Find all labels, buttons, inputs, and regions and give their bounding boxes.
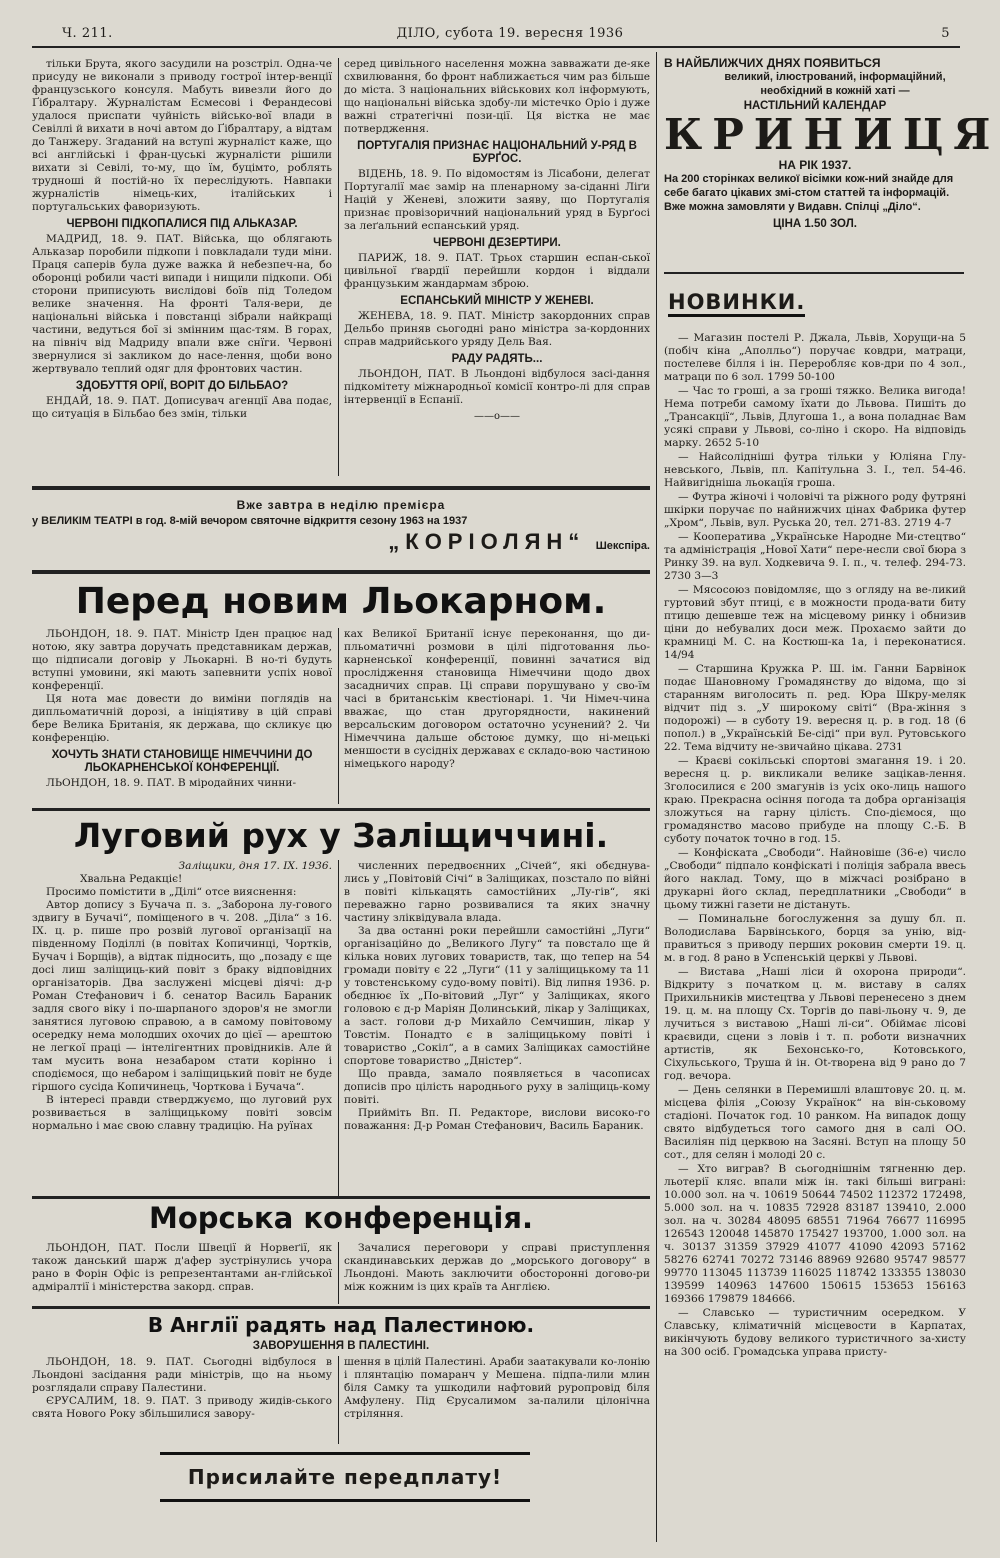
locarno-headline: Перед новим Льокарном.: [75, 581, 607, 622]
paragraph: ЛЬОНДОН, 18. 9. ПАТ. В міродайних чинни-: [46, 777, 297, 789]
ad-body: На 200 сторінках великої вісімки кож-ний знайде для себе багато цікавих змі-стом статтей та інформацій.: [664, 173, 954, 199]
luhovyi-right: [344, 860, 650, 1196]
paragraph: Ця нота має довести до виміни поглядів на дипльоматичній дорозі, а ініціятиву в цій справі бере Велика Британія, як держава, що скликує цю конференцію.: [32, 693, 332, 744]
ad-title: КРИНИЦЯ: [664, 110, 1000, 159]
news-item: — Старшина Кружка Р. Ш. ім. Ганни Барвінок подає Шановному Громадянству до відома, що зі старанням виголосить п. ред. Юра Шкру-меляк відчит під з. „У широкому світі“ (Вра-жіння з подорожі) — в суботу 19. вересня ц. р. в год. 18 (6 попол.) в „Українській Бе-сіді“ при вул. Рутовського 22. Тема відчиту не-звичайно цікава. 2731: [664, 663, 966, 753]
paragraph: ЕНДАЙ, 18. 9. ПАТ. Дописувач агенції Ава подає, що ситуація в Більбао без змін, тільки: [32, 395, 332, 420]
right-column-divider: [656, 52, 657, 1542]
paragraph: ВІДЕНЬ, 18. 9. По відомостям із Лісабони, делегат Португалії має замір на пленарному за-сіданні Ліґи Націй у Женеві, зложити заяву, що Португалія признає провізоричний національний уряд в Бурґосі за леґальний еспанський уряд.: [344, 168, 650, 232]
news-item: — Хто виграв? В сьогоднішнім тягненню дер. льотерії кляс. впали між ін. такі більші виграні: 10.000 зол. на ч. 10619 50644 74502 112372 172498, 5.000 зол. на ч. 10835 72928 83187 139410, 2.000 зол. на ч. 30284 48095 68551 71964 76677 116995 126543 120048 145870 175427 193700, 1.000 зол. на ч. 30137 31359 37929 41077 41090 42093 57162 58276 62741 70272 73146 88969 92680 95747 98577 99770 113045 113739 116025 118742 133355 138030 139599 140963 147600 150615 153653 156163 169366 179879 184666.: [664, 1163, 966, 1305]
ad-price: ЦІНА 1.50 ЗОЛ.: [773, 218, 857, 230]
luhovyi-headline: Луговий рух у Заліщиччині.: [73, 816, 609, 855]
news-item: — Футра жіночі і чоловічі та ріжного роду футряні шкірки поручає по найнижчих цінах Фабрика футер „Хром“, Львів, вул. Руська 20, тел. 271-83. 2719 4-7: [664, 491, 966, 529]
subheading: ХОЧУТЬ ЗНАТИ СТАНОВИЩЕ НІМЕЧЧИНИ ДО ЛЬОКАРНЕНСЬКОЇ КОНФЕРЕНЦІЇ.: [51, 749, 313, 774]
locarno-right: [344, 628, 650, 804]
news-item: — Конфіската „Свободи“. Найновіше (36-е) число „Свободи“ підпало конфіскаті і поліція забрала ввесь його наклад. Тому, що в міжчасі розібрано в друкарні його склад, передплатники „Свободи“ в цьому тижні газети не дістануть.: [664, 847, 966, 911]
subheading: РАДУ РАДЯТЬ...: [451, 353, 543, 365]
news-item: — Час то гроші, а за гроші тяжко. Велика вигода! Нема потреби самому їхати до Львова. Пишіть до „Трансакції“, Львів, Длугоша 1., а вона поладнає Вам усякі справи у Львові, со-ліно і скоро. На відповідь марку. 2652 5-10: [664, 385, 966, 449]
separator: ——o——: [473, 411, 521, 422]
subheading: ПОРТУГАЛІЯ ПРИЗНАЄ НАЦІОНАЛЬНИЙ У-РЯД В БУРҐОС.: [357, 140, 637, 165]
news-item: — Поминальне богослуження за душу бл. п. Володислава Барвінського, борця за унію, від-правиться з приводу перших роковин смерти 19. ц. м. в год. 8 рано в Успенській церкві у Львові.: [664, 913, 966, 964]
paragraph: Автор допису з Бучача п. з. „Заборона лу-гового здвигу в Бучачі“, поміщеного в ч. 208. „Діла“ з 16. IX. ц. р. пише про розвій лугової організації на південному Поділлі (в повітах Копичинці, Чортків, Бучач і Борщів), а відтак підносить, що „позаду є ще досі лиш заліщиць-кий повіт з браку відповідних організаторів. Два заслужені місцеві діячі: д-р Роман Стефанович і б. сенатор Василь Бараник задля свого віку і по-шарпаного здоров'я не змогли занятися луговою справою, а в самому повітовому осередку нема молодших охочих до цієї — арештою не легкої праці — інтелігентних провідників. Але й там мусить вона незабаром стати корінно і сподіємося, що небаром і заліщицький повіт не буде гіршого сусіда Копичинець, Чорткова і Бучача“.: [32, 899, 332, 1093]
ad-line-2: великий, ілюстрований, інформаційний, необхідний в кожній хаті —: [724, 71, 946, 97]
morska-left-text: ЛЬОНДОН, ПАТ. Посли Швеції й Норвеґії, як також данський шарж д'афер зустрінулись учора рано в Форін Офіс із репрезентантами ан-глійської адміралтії і міністерства закорд. справ.: [32, 1242, 332, 1293]
theatre-author: Шекспіра.: [595, 540, 650, 552]
paragraph: серед цивільного населення можна завважати де-яке схвилювання, бо фронт наближається чим раз більше до міста. З національних військових кол інформують, що національні війська здобу-ли містечко Оріо і дуже важні стратегічні пози-ції. Ця вістка не має потвердження.: [344, 58, 650, 135]
subscription-text: Присилайте передплату!: [187, 1465, 503, 1489]
locarno-right-text: ках Великої Британії існує переконання, що ди-пльоматичні розмови в цілі підготовання льо-карненської конференції, повинні зачатися від прослідження становища Німеччини щодо двох засадничих справ. Ці справи порушувано у сво-їм часі в британськім квестіонарі. 1. Чи Німеч-чина вважає, що стан другорядности, накинений версальским договором остаточно усунений? 2. Чи Німеччина дальше обстоює думку, що ні-мецькі меншости в сусідніх державах є складо-вою частиною німецького народу?: [344, 628, 650, 770]
column-spain-news: [32, 58, 332, 474]
morska-right: [344, 1242, 650, 1304]
palestine-headline: В Англії радять над Палестиною.: [147, 1313, 535, 1337]
locarno-left: [32, 628, 332, 804]
morska-right-text: Зачалися переговори у справі приступлення скандинавських держав до „морського договору“ в Льондоні. Мають заключити обосторонні догово-ри між кожним із цих країв та Англією.: [344, 1242, 650, 1293]
subheading: ЧЕРВОНІ ПІДКОПАЛИСЯ ПІД АЛЬКАЗАР.: [66, 218, 298, 230]
novynky-column: [664, 332, 966, 1546]
theatre-rule-bottom: [32, 570, 650, 574]
luhovyi-divider: [338, 860, 339, 1196]
luhovyi-salutation: Хвальна Редакціє!: [80, 873, 183, 885]
news-item: — Краєві сокільські спортові змагання 19. і 20. вересня ц. р. викликали велике зацікав-лення. Зголосилися є 200 змагунів із усіх око-лиць нашого краю. Прекрасна осіння погода та добра організація зложуться на гарну цілість. Спо-діємося, що громадянство масово прибуде на площу С.-Б. В суботу початок точно в год. 15.: [664, 755, 966, 845]
palestine-subhead: ЗАВОРУШЕННЯ В ПАЛЕСТИНІ.: [252, 1340, 430, 1352]
header-rule: [32, 46, 960, 48]
paragraph: тільки Брута, якого засудили на розстріл. Одна-че присуду не виконали з приводу гострої інтер-венції французського консуля. Мабуть вивезли його до Ґібралтару. Журналістам Есмесові і Ферандесові удалося приспати чуйність військо-вої влади в Севіллі й вихати в ночі автом до Ґібралтару, а відтам до Танжеру. Згаданий на вступі журналіст каже, що всі англійські і фран-цуські журналісти рішили вихати зі Севілі, то-му, що їм, буцімто, роблять трудноші й постій-но їх переслідують. Навпаки журналістів німець-ких, італійських і португальських фаворизують.: [32, 58, 332, 213]
luhovyi-dateline: Заліщики, дня 17. IX. 1936.: [178, 860, 332, 872]
novynky-title: НОВИНКИ.: [668, 290, 805, 317]
ad-order: Вже можна замовляти у Видавн. Спілці „Діло“.: [664, 201, 921, 213]
news-item: — Славсько — туристичним осередком. У Славську, кліматичній місцевости в Карпатах, викінчують будову великого туристичного за-хисту на 300 осіб. Громадська управа присту-: [664, 1307, 966, 1358]
subheading: ЕСПАНСЬКИЙ МІНІСТР У ЖЕНЕВІ.: [400, 295, 594, 307]
subscription-banner: [160, 1452, 530, 1502]
paragraph: Що правда, замало появляється в часописах дописів про цілість народнього руху в заліщиць-кому повіті.: [344, 1068, 650, 1106]
paragraph: ЖЕНЕВА, 18. 9. ПАТ. Міністр закордонних справ Дельбо приняв сьогодні рано міністра за-кордонних справ мадрийського уряду Дель Вая.: [344, 310, 650, 348]
paragraph: ЛЬОНДОН, 18. 9. ПАТ. Сьогодні відбулося в Льондоні засідання ради міністрів, що на ньому розглядали справу Палестини.: [32, 1356, 332, 1394]
paragraph: ЛЬОНДОН, ПАТ. В Льондоні відбулося засі-дання підкомітету міжнародньої комісії контро-лі для справ інтервенції в Еспанії.: [344, 368, 650, 406]
issue-number: Ч. 211.: [62, 26, 113, 41]
paragraph: ЛЬОНДОН, 18. 9. ПАТ. Міністр Іден працює над нотою, яку завтра доручать представникам держав, що підписали договір у Льокарні. В но-ті будуть вступні умовини, які мають запевнити успіх нової конференції.: [32, 628, 332, 692]
ad-year: НА РІК 1937.: [778, 158, 852, 172]
luhovyi-left: [32, 860, 332, 1196]
column-divider: [338, 58, 339, 476]
news-item: — Найсолідніші футра тільки у Юліяна Глу-невського, Львів, пл. Капітульна 3. І., тел. 54-46. Найвигідніша льокацїя гроша.: [664, 451, 966, 489]
news-item: — Магазин постелі Р. Джала, Львів, Хорущи-на 5 (побіч кіна „Аполльо“) поручає ковдри, матраци, постелеве білля і ін. Переробляє ков-дри по 4 зол., матраци по 6 зол. 1799 50-100: [664, 332, 966, 383]
morska-headline: Морська конференція.: [148, 1201, 534, 1235]
locarno-divider: [338, 628, 339, 804]
news-item: — Кооператива „Українське Народне Ми-стецтво“ та адміністрація „Нової Хати“ пере-несли свої бюра з Ринку 39. на вул. Ходкевича 9. І. п., ч. телеф. 294-73. 2730 3—3: [664, 531, 966, 582]
paragraph: численних передвоєнних „Січей“, які обєднува-лись у „Повітовій Січі“ в Заліщиках, позстало по війні в повіті кількацять самостійних „Лу-гів“, які переважно гарно розвивалися та яких значну частину зліквідувала влада.: [344, 860, 650, 924]
news-item: — День селянки в Перемишлі влаштовує 20. ц. м. місцева філія „Союзу Українок“ на він-ськовому стадіоні. Початок год. 10 ранком. На випадок дощу свято відбудеться того самого дня в салі ОО. Василіян під церквою на Засяні. Вступ на площу 50 сот., для селян і молоді 20 с.: [664, 1084, 966, 1161]
locarno-rule: [32, 808, 650, 811]
morska-rule: [32, 1306, 650, 1309]
palestine-right-text: шення в цілій Палестині. Араби заатакували ко-лонію і плянтацію помаранч у Мешена. підпа-лили млин біля Самку та ушкодили нафтовий рурoпровід біля Амфулену. Під Єрусалимом за-палили цілонічна стріляння.: [344, 1356, 650, 1420]
paragraph: ЄРУСАЛИМ, 18. 9. ПАТ. З приводу жидів-ського свята Нового Року збільшилися завору-: [32, 1395, 332, 1420]
palestine-divider: [338, 1356, 339, 1444]
paragraph: В інтересі правди стверджуємо, що луговий рух розвивається в заліщицькому повіті зовсім нормально і має свою славну традицію. На руїнах: [32, 1094, 332, 1132]
subheading: ЗДОБУТТЯ ОРІЇ, ВОРІТ ДО БІЛЬБАО?: [75, 380, 289, 392]
theatre-announcement: [32, 498, 650, 568]
palestine-left: [32, 1356, 332, 1444]
palestine-right: [344, 1356, 650, 1444]
paragraph: ПАРИЖ, 18. 9. ПАТ. Трьох старшин еспан-ської цивільної ґвардії перейшли кордон і віддали французьким жандармам зброю.: [344, 252, 650, 290]
column-spain-news-2: [344, 58, 650, 474]
paragraph: За два останні роки перейшли самостійні „Луги“ організаційно до „Великого Лугу“ та повстало ще й кілька нових лугових товариств, так, що тепер на 54 громади повіту є 22 „Луги“ (11 у заліщицькому та 11 у товстенському судо-вому повіті). Від липня 1936. р. обєднює їх „По-вітовий „Луг“ у Заліщиках, якого головою є д-р Маріян Долинський, лікар у Заліщиках, а заст. голови д-р Михайло Семчишин, лікар у Товстім. Понадто є в заліщицькому повіті і товариство „Сокіл“, а в самих Заліщиках самостійне спортове товариство „Дністер“.: [344, 925, 650, 1067]
news-item: — Вистава „Наші ліси й охорона природи“. Відкриту з початком ц. м. виставу в салях Прихильників мистецтва у Львові перенесено з днем 19. ц. м. на площу Сх. Торгів до паві-льону ч. 9, де лучиться з виставою „Наші лі-си“. Обіймає лісові краєвиди, сцени з ловів і т. п. роботи визначних артистів, як Бехонсько-го, Котовського, Сіхульського, Труша й ін. Ot-творена від 9 рано до 7 год. вечора.: [664, 966, 966, 1082]
theatre-line-1: Вже завтра в неділю премієра: [236, 498, 446, 512]
subheading: ЧЕРВОНІ ДЕЗЕРТИРИ.: [433, 237, 561, 249]
theatre-line-2: у ВЕЛИКІМ ТЕАТРІ в год. 8-мій вечором святочне відкриття сезону 1963 на 1937: [32, 515, 468, 527]
ad-rule: [664, 272, 964, 274]
morska-left: [32, 1242, 332, 1304]
paragraph: МАДРИД, 18. 9. ПАТ. Війська, що облягають Альказар поробили підкопи і повкладали туди міни. Праця саперів була дуже важка й небезпеч-на, бо оборонці робили часті випади і нищили підкопи. Обі сторони приписують вислідові боїв під Толедом велике значення. На фронті Таля-вери, де національні війська і повстанці зібрали найкращі частини, ведуться бої зі змінним щас-тям. В горах, на північ від Мадриду впали вже снїги. Червоні звернулися зі закликом до насе-лення, щоби воно жертвувало теплий одяг для фронтових частин.: [32, 233, 332, 375]
ad-line-1: В НАЙБЛИЖЧИХ ДНЯХ ПОЯВИТЬСЯ: [664, 56, 881, 70]
paragraph: Прийміть Вп. П. Редакторе, вислови високо-го поважання: Д-р Роман Стефанович, Василь Бараник.: [344, 1107, 650, 1132]
novynky-title-box: [668, 290, 808, 326]
theatre-play: „КОРІОЛЯН“: [388, 529, 586, 554]
masthead-date: ДІЛО, субота 19. вересня 1936: [396, 26, 624, 41]
page-number: 5: [941, 26, 950, 41]
news-item: — Мясосоюз повідомляє, що з огляду на ве-ликий гуртовий збут птиці, є в можности прода-вати биту птицю дешевше теж на місцевому ринку і обнизив ціни до небувалих доси меж. Прохаємо зайти до крамниці М. С. на Костюш-ка 1а, і переконатися. 14/94: [664, 584, 966, 661]
paragraph: Просимо помістити в „Ділі“ отсе вияснення:: [46, 886, 297, 898]
calendar-advertisement: [664, 56, 1000, 268]
morska-divider: [338, 1242, 339, 1304]
theatre-rule-top: [32, 486, 650, 490]
ad-line-3: НАСТІЛЬНИЙ КАЛЕНДАР: [743, 100, 887, 112]
